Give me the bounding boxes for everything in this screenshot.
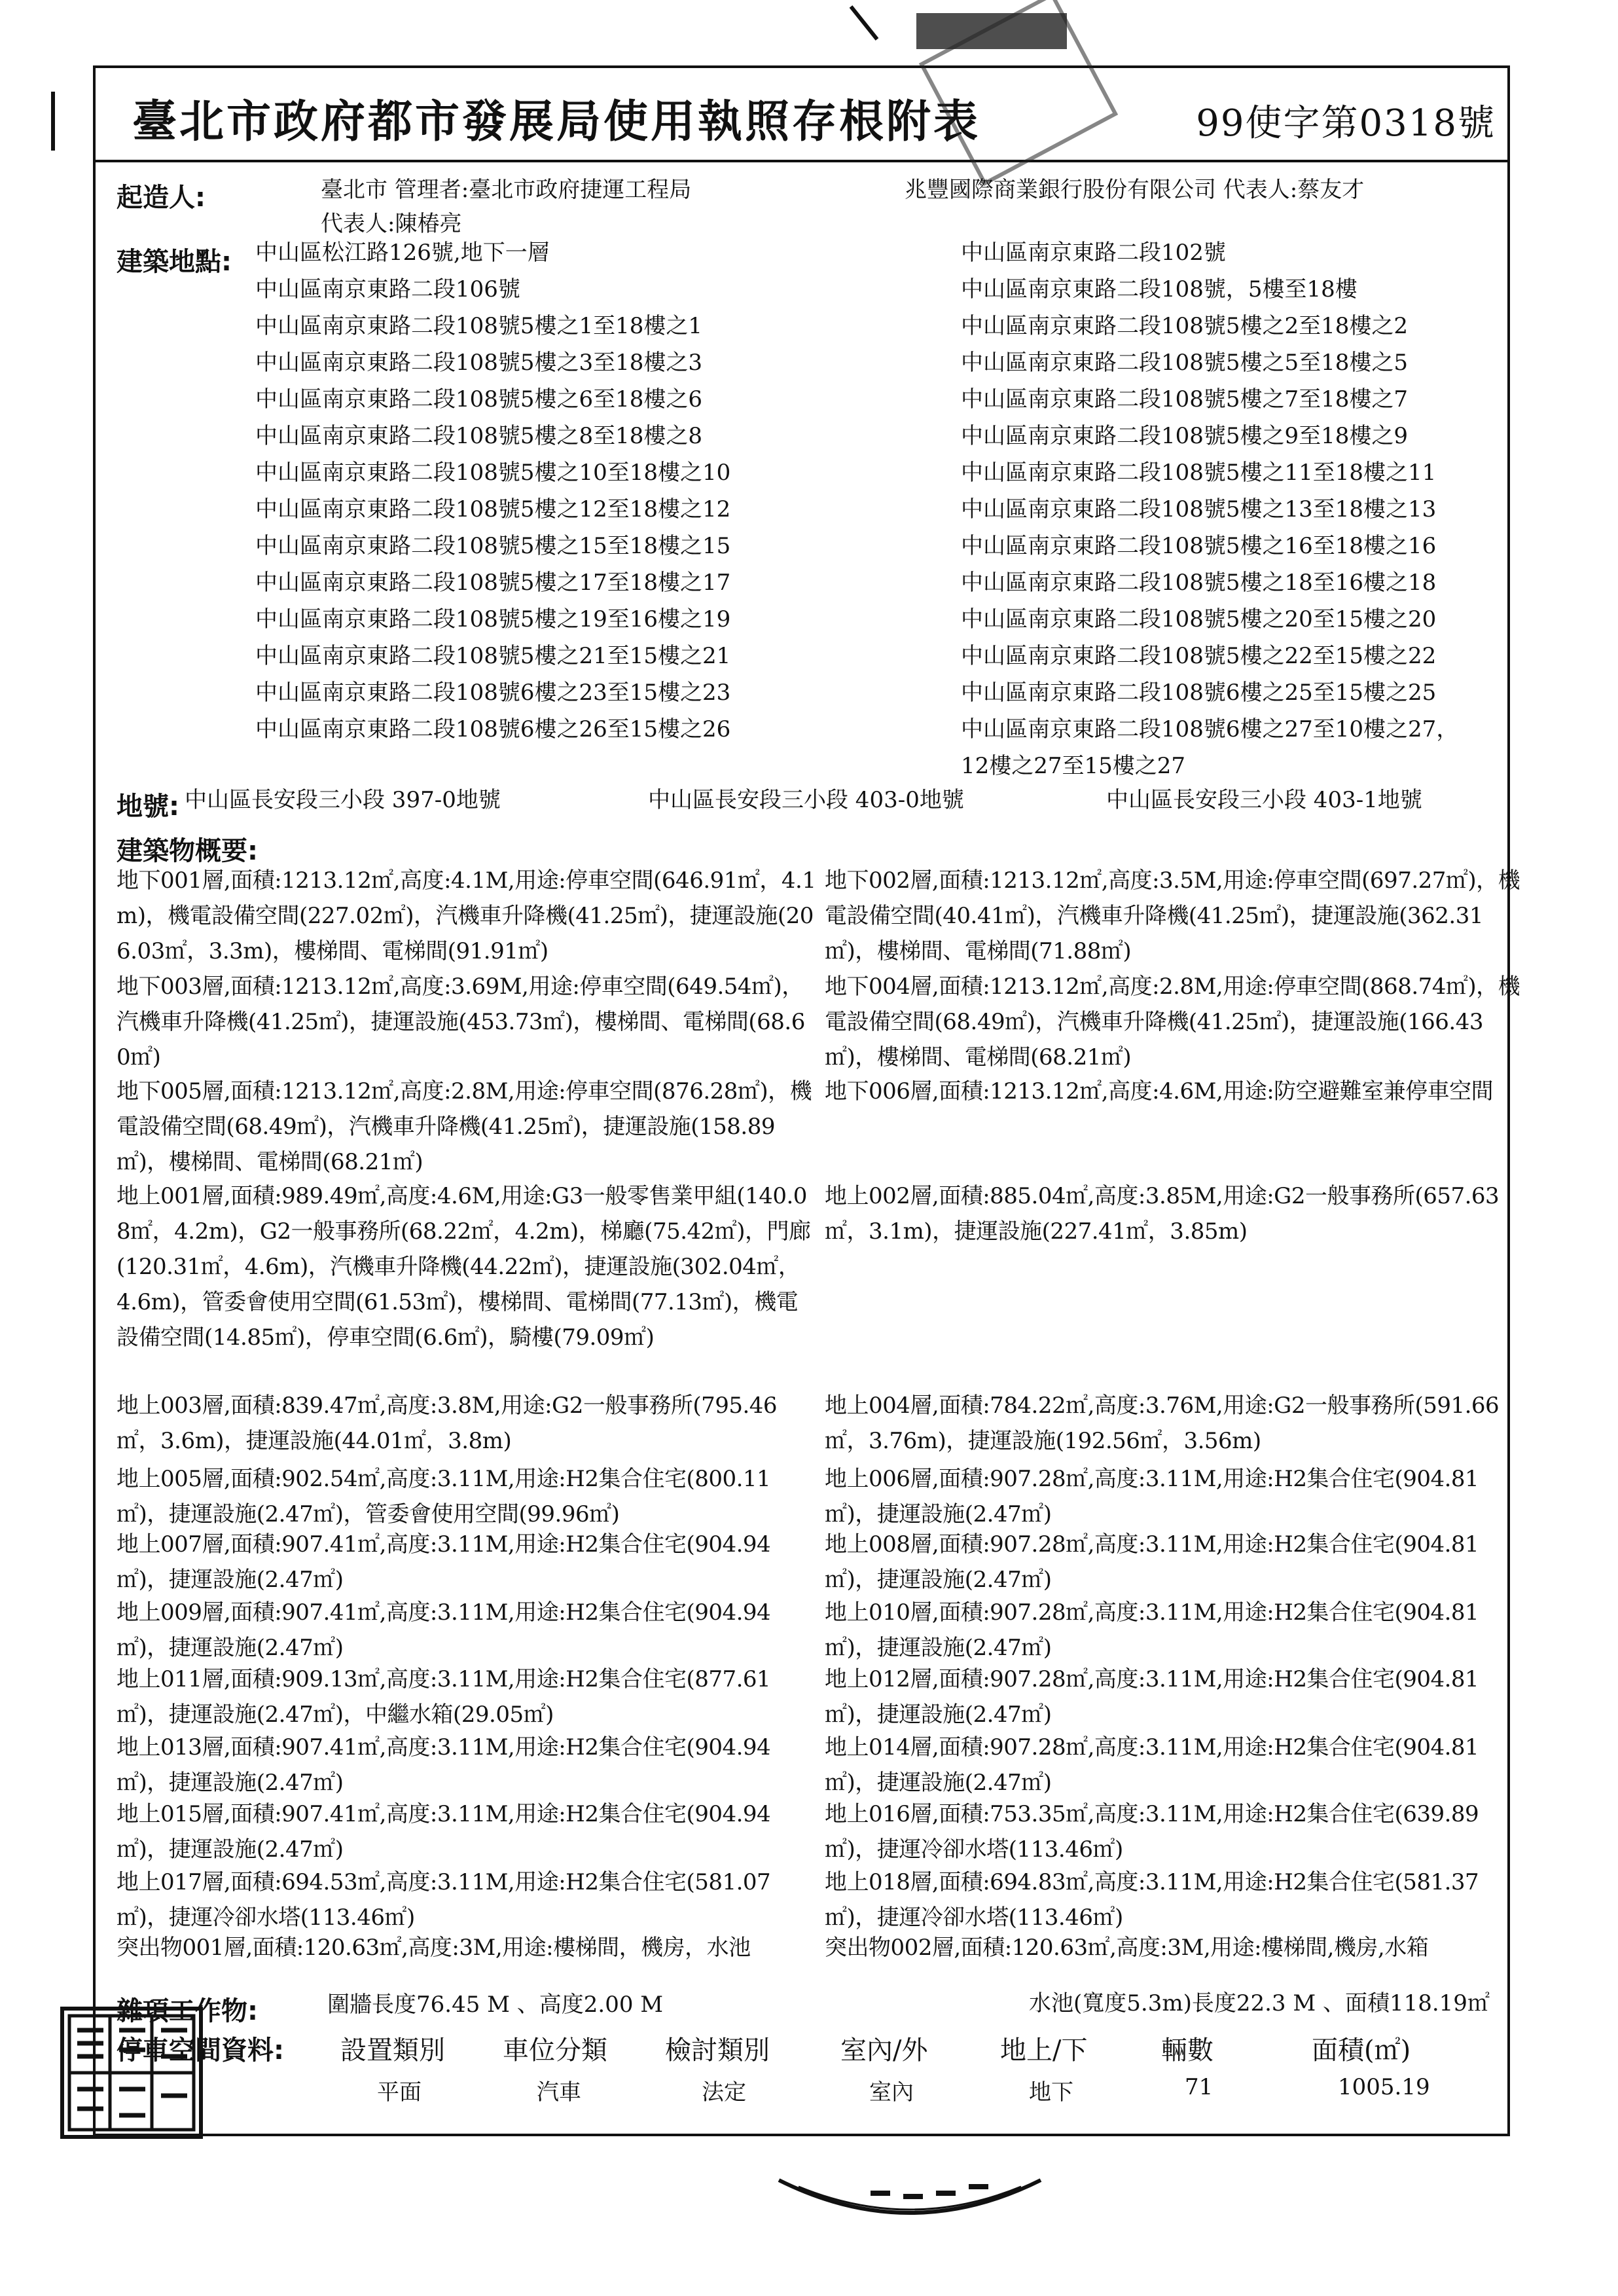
address-line: 中山區南京東路二段108號5樓之5至18樓之5 [961,350,1409,376]
parking-header: 面積(㎡) [1312,2035,1411,2066]
parking-cell: 平面 [377,2079,422,2105]
address-line: 中山區南京東路二段108號5樓之3至18樓之3 [255,350,703,376]
address-line: 中山區南京東路二段108號5樓之1至18樓之1 [255,313,703,339]
address-line: 中山區南京東路二段108號5樓之16至18樓之16 [961,533,1437,559]
lot-item-1: 中山區長安段三小段 397-0地號 [185,787,501,813]
parking-label: 停車空間資料: [117,2035,284,2066]
floor-entry: 地上010層,面積:907.28㎡,高度:3.11M,用途:H2集合住宅(904.81㎡)，捷運設施(2.47㎡) [825,1599,1479,1661]
floor-entry: 地上015層,面積:907.41㎡,高度:3.11M,用途:H2集合住宅(904.94㎡)，捷運設施(2.47㎡) [117,1801,771,1863]
applicant-party2: 兆豐國際商業銀行股份有限公司 代表人:蔡友才 [905,177,1365,203]
floor-entry: 地上016層,面積:753.35㎡,高度:3.11M,用途:H2集合住宅(639.89㎡)，捷運冷卻水塔(113.46㎡) [825,1801,1479,1863]
applicant-label: 起造人: [117,183,206,213]
address-line: 中山區南京東路二段106號 [255,276,520,302]
address-line: 中山區南京東路二段108號，5樓至18樓 [961,276,1357,302]
floor-entry: 地上014層,面積:907.28㎡,高度:3.11M,用途:H2集合住宅(904.81㎡)，捷運設施(2.47㎡) [825,1734,1479,1796]
address-line: 中山區南京東路二段108號5樓之15至18樓之15 [255,533,731,559]
floor-entry: 地下005層,面積:1213.12㎡,高度:2.8M,用途:停車空間(876.28㎡)，機電設備空間(68.49㎡)，汽機車升降機(41.25㎡)，捷運設施(158.89㎡)，樓梯間、電梯間(68.21㎡) [117,1078,812,1175]
floor-entry: 地上018層,面積:694.83㎡,高度:3.11M,用途:H2集合住宅(581.37㎡)，捷運冷卻水塔(113.46㎡) [825,1869,1479,1931]
address-line: 中山區南京東路二段108號5樓之9至18樓之9 [961,423,1409,449]
address-line: 中山區南京東路二段108號5樓之20至15樓之20 [961,606,1437,632]
misc-item-pool: 水池(寬度5.3m)長度22.3 M 、面積118.19㎡ [1029,1990,1490,2016]
floor-entry: 地上017層,面積:694.53㎡,高度:3.11M,用途:H2集合住宅(581.07㎡)，捷運冷卻水塔(113.46㎡) [117,1869,771,1931]
bottom-seal-stamp [772,2167,1047,2239]
applicant-party1-rep: 代表人:陳椿亮 [321,211,462,237]
floor-entry: 地上011層,面積:909.13㎡,高度:3.11M,用途:H2集合住宅(877.61㎡)，捷運設施(2.47㎡)，中繼水箱(29.05㎡) [117,1666,771,1728]
parking-cell: 地下 [1029,2079,1073,2105]
left-seal-stamp [60,2007,203,2139]
address-line: 12樓之27至15樓之27 [961,753,1186,779]
address-line: 中山區南京東路二段108號6樓之25至15樓之25 [961,680,1437,706]
address-line: 中山區南京東路二段108號5樓之10至18樓之10 [255,460,731,486]
address-line: 中山區南京東路二段108號5樓之12至18樓之12 [255,496,731,522]
address-line: 中山區南京東路二段108號5樓之11至18樓之11 [961,460,1437,486]
permit-number: 99使字第0318號 [1196,102,1496,145]
floor-entry: 地上008層,面積:907.28㎡,高度:3.11M,用途:H2集合住宅(904.81㎡)，捷運設施(2.47㎡) [825,1531,1479,1593]
address-line: 中山區南京東路二段108號5樓之18至16樓之18 [961,570,1437,596]
address-line: 中山區南京東路二段108號6樓之23至15樓之23 [255,680,731,706]
location-right-list [961,234,1458,784]
floor-entry: 突出物002層,面積:120.63㎡,高度:3M,用途:樓梯間,機房,水箱 [825,1935,1429,1961]
parking-cell: 室內 [869,2079,914,2105]
location-label: 建築地點: [117,247,232,277]
lot-item-3: 中山區長安段三小段 403-1地號 [1106,787,1422,813]
floor-entry: 地上012層,面積:907.28㎡,高度:3.11M,用途:H2集合住宅(904.81㎡)，捷運設施(2.47㎡) [825,1666,1479,1728]
address-line: 中山區南京東路二段108號5樓之13至18樓之13 [961,496,1437,522]
address-line: 中山區南京東路二段102號 [961,240,1226,266]
floor-entry: 地上002層,面積:885.04㎡,高度:3.85M,用途:G2一般事務所(657.63㎡，3.1m)，捷運設施(227.41㎡，3.85m) [825,1183,1500,1245]
parking-header: 設置類別 [340,2035,445,2066]
address-line: 中山區南京東路二段108號5樓之7至18樓之7 [961,386,1409,412]
address-line: 中山區南京東路二段108號5樓之19至16樓之19 [255,606,731,632]
parking-header: 輛數 [1161,2035,1214,2066]
parking-cell: 法定 [702,2079,746,2105]
overview-label: 建築物概要: [117,836,258,866]
parking-cell: 汽車 [537,2079,581,2105]
seal-glyphs [64,2011,199,2135]
misc-item-wall: 圍牆長度76.45 M 、高度2.00 M [327,1992,664,2018]
address-line: 中山區南京東路二段108號5樓之17至18樓之17 [255,570,731,596]
document-title: 臺北市政府都市發展局使用執照存根附表 [132,96,981,148]
floor-entry: 地下003層,面積:1213.12㎡,高度:3.69M,用途:停車空間(649.54㎡)，汽機車升降機(41.25㎡)，捷運設施(453.73㎡)，樓梯間、電梯間(68.60㎡) [117,974,805,1070]
parking-header: 地上/下 [1000,2035,1088,2066]
address-line: 中山區南京東路二段108號6樓之26至15樓之26 [255,716,731,742]
parking-cell: 71 [1185,2074,1214,2100]
floor-entry: 地下002層,面積:1213.12㎡,高度:3.5M,用途:停車空間(697.27㎡)，機電設備空間(40.41㎡)，汽機車升降機(41.25㎡)，捷運設施(362.31㎡)，樓梯間、電梯間(71.88㎡) [825,867,1520,964]
address-line: 中山區南京東路二段108號5樓之6至18樓之6 [255,386,703,412]
floor-entry: 地上007層,面積:907.41㎡,高度:3.11M,用途:H2集合住宅(904.94㎡)，捷運設施(2.47㎡) [117,1531,771,1593]
lot-label: 地號: [117,792,179,822]
address-line: 中山區南京東路二段108號6樓之27至10樓之27， [961,716,1459,742]
misc-label: 雜項工作物: [117,1996,258,2026]
address-line: 中山區南京東路二段108號5樓之8至18樓之8 [255,423,703,449]
margin-mark [51,92,65,151]
address-line: 中山區南京東路二段108號5樓之2至18樓之2 [961,313,1409,339]
address-line: 中山區南京東路二段108號5樓之22至15樓之22 [961,643,1437,669]
location-left-list [255,234,730,748]
parking-header: 檢討類別 [665,2035,770,2066]
floor-entry: 地上004層,面積:784.22㎡,高度:3.76M,用途:G2一般事務所(591.66㎡，3.76m)，捷運設施(192.56㎡，3.56m) [825,1393,1500,1454]
parking-header: 車位分類 [503,2035,607,2066]
floor-entry: 地下006層,面積:1213.12㎡,高度:4.6M,用途:防空避難室兼停車空間 [825,1078,1494,1104]
floor-entry: 突出物001層,面積:120.63㎡,高度:3M,用途:樓梯間，機房，水池 [117,1935,751,1961]
lot-item-2: 中山區長安段三小段 403-0地號 [648,787,964,813]
title-row [93,65,1510,162]
floor-entry: 地上003層,面積:839.47㎡,高度:3.8M,用途:G2一般事務所(795.46㎡，3.6m)，捷運設施(44.01㎡，3.8m) [117,1393,778,1454]
floor-entry: 地上006層,面積:907.28㎡,高度:3.11M,用途:H2集合住宅(904.81㎡)，捷運設施(2.47㎡) [825,1466,1479,1527]
address-line: 中山區松江路126號,地下一層 [255,240,550,266]
floor-entry: 地上001層,面積:989.49㎡,高度:4.6M,用途:G3一般零售業甲組(140.08㎡，4.2m)，G2一般事務所(68.22㎡，4.2m)，梯廳(75.42㎡)，門廊(120.31㎡，4.6m)，汽機車升降機(44.22㎡)，捷運設施(302.04㎡，4.6m)，管委會使用空間(61.53㎡)，樓梯間、電梯間(77.13㎡)，機電設備空間(14.85㎡)，停車空間(6.6㎡)，騎樓(79.09㎡) [117,1183,811,1351]
floor-entry: 地上013層,面積:907.41㎡,高度:3.11M,用途:H2集合住宅(904.94㎡)，捷運設施(2.47㎡) [117,1734,771,1796]
floor-entry: 地上005層,面積:902.54㎡,高度:3.11M,用途:H2集合住宅(800.11㎡)，捷運設施(2.47㎡)，管委會使用空間(99.96㎡) [117,1466,771,1527]
parking-cell: 1005.19 [1338,2074,1430,2100]
floor-entry: 地下004層,面積:1213.12㎡,高度:2.8M,用途:停車空間(868.74㎡)，機電設備空間(68.49㎡)，汽機車升降機(41.25㎡)，捷運設施(166.43㎡)，樓梯間、電梯間(68.21㎡) [825,974,1520,1070]
applicant-party1: 臺北市 管理者:臺北市政府捷運工程局 [321,177,692,203]
address-line: 中山區南京東路二段108號5樓之21至15樓之21 [255,643,731,669]
floor-entry: 地上009層,面積:907.41㎡,高度:3.11M,用途:H2集合住宅(904.94㎡)，捷運設施(2.47㎡) [117,1599,771,1661]
parking-header: 室內/外 [840,2035,928,2066]
floor-entry: 地下001層,面積:1213.12㎡,高度:4.1M,用途:停車空間(646.91㎡，4.1m)，機電設備空間(227.02㎡)，汽機車升降機(41.25㎡)，捷運設施(206.03㎡，3.3m)，樓梯間、電梯間(91.91㎡) [117,867,816,964]
